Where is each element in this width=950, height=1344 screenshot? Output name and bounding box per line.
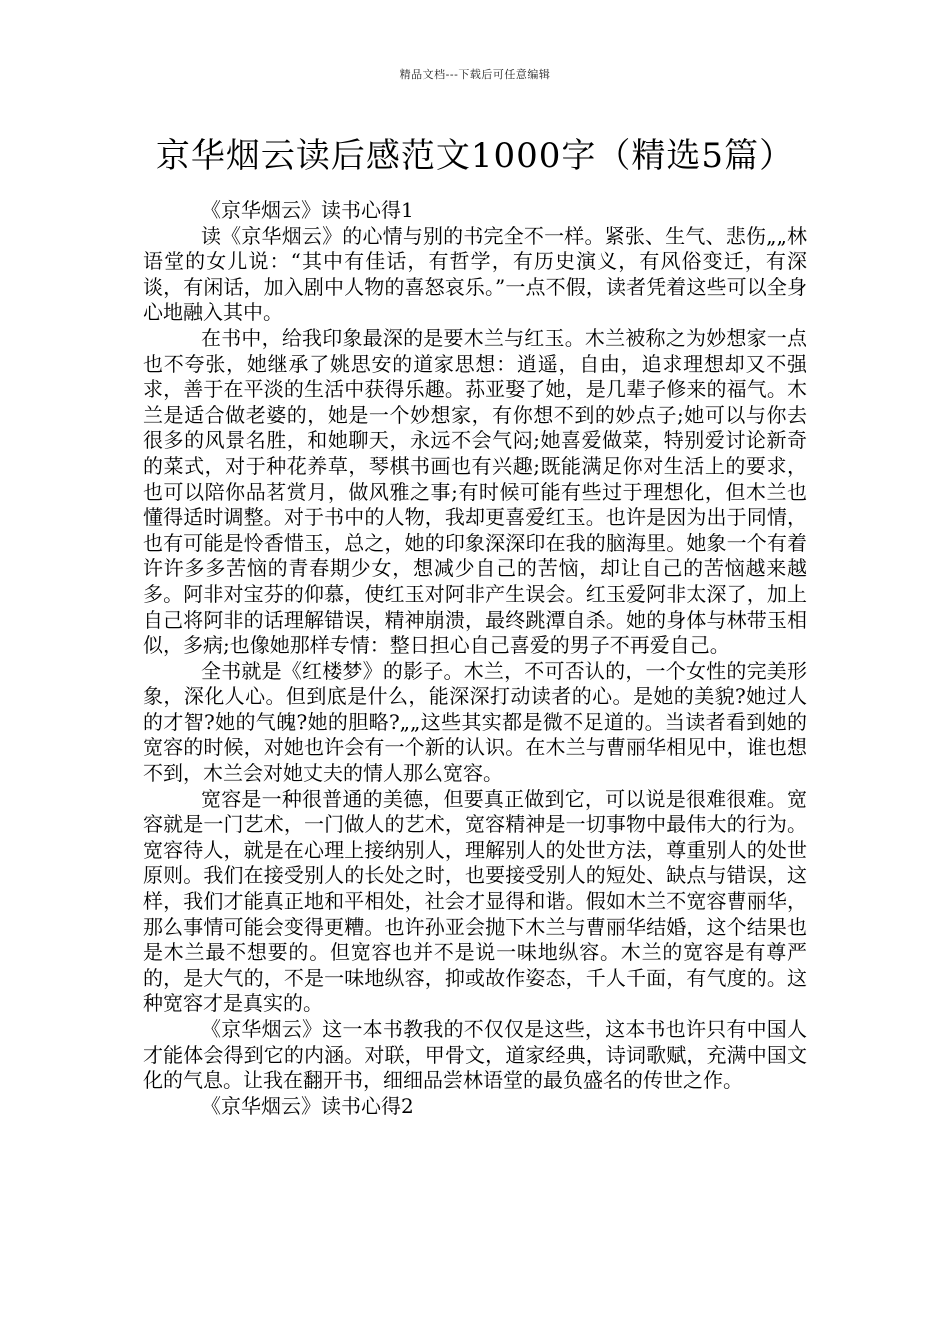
document-title: 京华烟云读后感范文1000字（精选5篇） — [155, 136, 795, 176]
section-heading-1: 《京华烟云》读书心得1 — [201, 198, 414, 222]
section-heading-2: 《京华烟云》读书心得2 — [201, 1093, 414, 1118]
paragraph-intro: 读《京华烟云》的心情与别的书完全不一样。紧张、生气、悲伤„„林语堂的女儿说：“其中有佳话，有哲学，有历史演义，有风俗变迁，有深谈，有闲话，加入剧中人物的喜怒哀乐。”一点不假，读者凭着这些可以全身心地融入其中。 — [143, 223, 807, 325]
paragraph-tolerance: 宽容是一种很普通的美德，但要真正做到它，可以说是很难很难。宽容就是一门艺术，一门做人的艺术，宽容精神是一切事物中最伟大的行为。宽容待人，就是在心理上接纳别人，理解别人的处世方法，尊重别人的处世原则。我们在接受别人的长处之时，也要接受别人的短处、缺点与错误，这样，我们才能真正地和平相处，社会才显得和谐。假如木兰不宽容曹丽华，那么事情可能会变得更糟。也许孙亚会抛下木兰与曹丽华结婚，这个结果也是木兰最不想要的。但宽容也并不是说一味地纵容。木兰的宽容是有尊严的，是大气的，不是一味地纵容，抑或故作姿态，千人千面，有气度的。这种宽容才是真实的。 — [143, 786, 807, 1016]
paragraph-honglou-shadow: 全书就是《红楼梦》的影子。木兰，不可否认的，一个女性的完美形象，深化人心。但到底是什么，能深深打动读者的心。是她的美貌?她过人的才智?她的气魄?她的胆略?„„这些其实都是微不足道的。当读者看到她的宽容的时候，对她也许会有一个新的认识。在木兰与曹丽华相见中，谁也想不到，木兰会对她丈夫的情人那么宽容。 — [143, 658, 807, 786]
paragraph-mulan-hongyu: 在书中，给我印象最深的是要木兰与红玉。木兰被称之为妙想家一点也不夸张，她继承了姚思安的道家思想：逍遥，自由，追求理想却又不强求，善于在平淡的生活中获得乐趣。荪亚娶了她，是几辈子修来的福气。木兰是适合做老婆的，她是一个妙想家，有你想不到的妙点子;她可以与你去很多的风景名胜，和她聊天，永远不会气闷;她喜爱做菜，特别爱讨论新奇的菜式，对于种花养草，琴棋书画也有兴趣;既能满足你对生活上的要求，也可以陪你品茗赏月，做风雅之事;有时候可能有些过于理想化，但木兰也懂得适时调整。对于书中的人物，我却更喜爱红玉。也许是因为出于同情，也有可能是怜香惜玉，总之，她的印象深深印在我的脑海里。她象一个有着许许多多苦恼的青春期少女，想减少自己的苦恼，却让自己的苦恼越来越多。阿非对宝芬的仰慕，使红玉对阿非产生误会。红玉爱阿非太深了，加上自己将阿非的话理解错误，精神崩溃，最终跳潭自杀。她的身体与林带玉相似，多病;也像她那样专情：整日担心自己喜爱的男子不再爱自己。 — [143, 325, 807, 658]
document-body — [143, 198, 807, 1119]
paragraph-conclusion: 《京华烟云》这一本书教我的不仅仅是这些，这本书也许只有中国人才能体会得到它的内涵。对联，甲骨文，道家经典，诗词歌赋，充满中国文化的气息。让我在翻开书，细细品尝林语堂的最负盛名的传世之作。 — [143, 1017, 807, 1093]
header-note: 精品文档---下载后可任意编辑 — [399, 68, 551, 81]
